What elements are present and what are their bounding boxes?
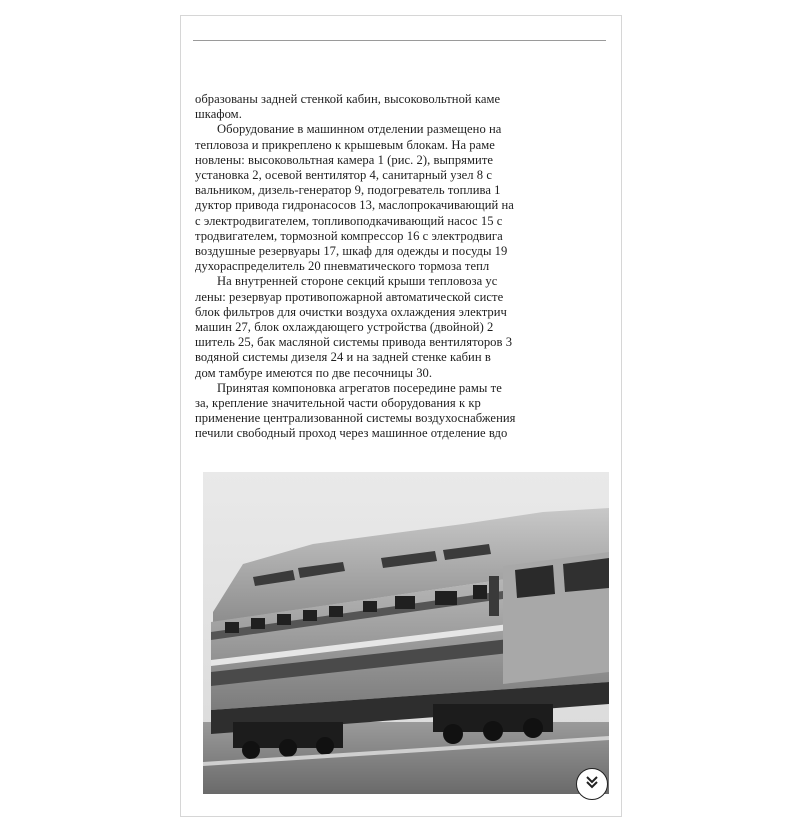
body-text <box>195 92 609 442</box>
text-line: На внутренней стороне секций крыши тепловоза ус <box>217 274 498 289</box>
cab-door <box>489 576 499 616</box>
text-line: за, крепление значительной части оборудования к кр <box>195 396 481 411</box>
text-line: блок фильтров для очистки воздуха охлаждения электрич <box>195 304 507 319</box>
text-line: водяной системы дизеля 24 и на задней стенке кабин в <box>195 350 491 365</box>
text-line: новлены: высоковольтная камера 1 (рис. 2), выпрямите <box>195 152 494 167</box>
text-line: вальником, дизель-генератор 9, подогреватель топлива 1 <box>195 183 501 198</box>
text-line: тепловоза и прикреплено к крышевым блокам. На раме <box>195 137 495 152</box>
text-line: шитель 25, бак масляной системы привода вентиляторов 3 <box>195 335 513 350</box>
text-line: применение централизованной системы воздухоснабжения <box>195 411 516 426</box>
text-line: духораспределитель 20 пневматического тормоза тепл <box>195 259 490 274</box>
text-line: Оборудование в машинном отделении размещено на <box>217 122 502 137</box>
cab-window <box>515 565 555 598</box>
text-line: образованы задней стенкой кабин, высоковольтной каме <box>195 92 501 106</box>
text-line: Принятая компоновка агрегатов посередине рамы те <box>217 380 502 395</box>
text-line: дуктор привода гидронасосов 13, маслопрокачивающий на <box>195 198 514 213</box>
text-line: машин 27, блок охлаждающего устройства (двойной) 2 <box>195 320 494 335</box>
text-line: печили свободный проход через машинное отделение вдо <box>195 426 508 441</box>
document-page <box>195 92 609 812</box>
text-line: лены: резервуар противопожарной автоматической систе <box>195 289 504 304</box>
text-line: с электродвигателем, топливоподкачивающий насос 15 с <box>195 213 503 228</box>
text-line: тродвигателем, тормозной компрессор 16 с электродвига <box>195 228 503 243</box>
locomotive-illustration <box>203 472 609 794</box>
document-viewer <box>180 15 622 817</box>
text-line: дом тамбуре имеются по две песочницы 30. <box>195 365 433 380</box>
locomotive-photo <box>203 472 609 794</box>
header-rule <box>193 40 606 41</box>
text-line: установка 2, осевой вентилятор 4, санитарный узел 8 с <box>195 168 492 183</box>
double-chevron-down-icon <box>584 774 600 795</box>
text-line: воздушные резервуары 17, шкаф для одежды и посуды 19 <box>195 244 508 259</box>
text-line: шкафом. <box>195 107 242 122</box>
scroll-down-button[interactable] <box>576 768 608 800</box>
